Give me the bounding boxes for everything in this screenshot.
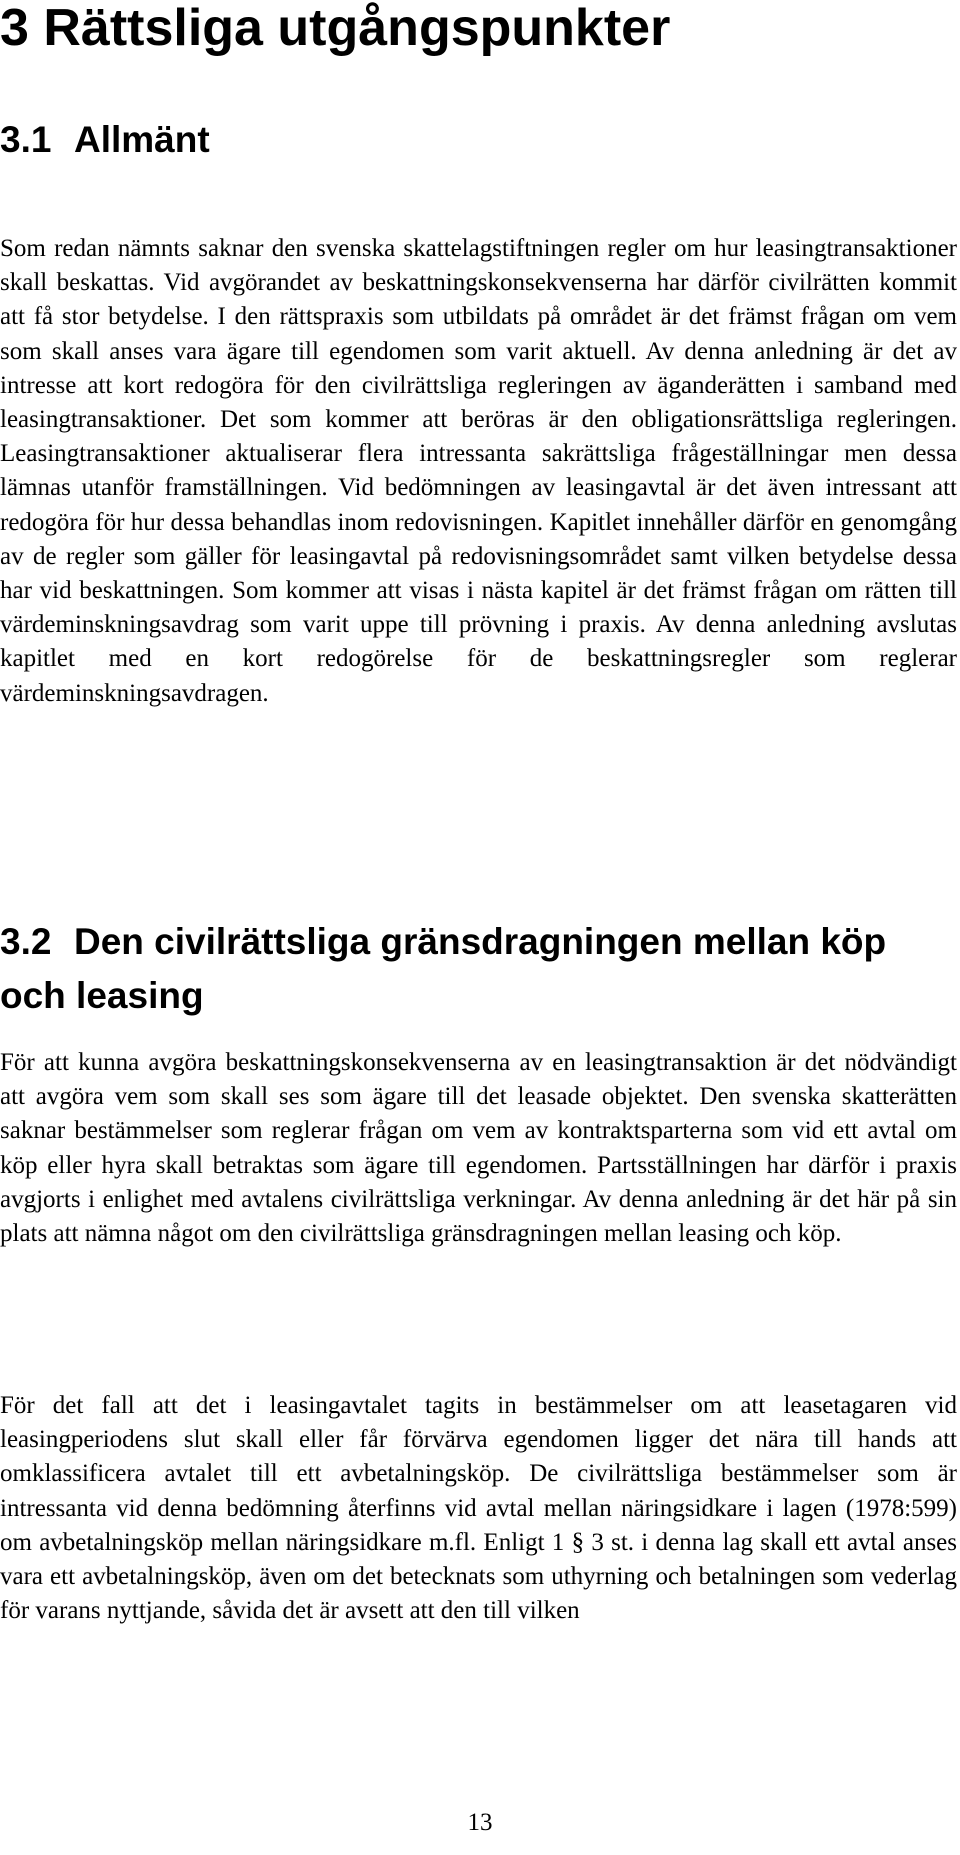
chapter-title: 3 Rättsliga utgångspunkter <box>0 0 671 57</box>
section-heading-allmant <box>0 113 210 167</box>
section-heading-gransdragning <box>0 915 950 1023</box>
page-number: 13 <box>467 1809 493 1836</box>
section-number: 3.2 <box>0 921 52 962</box>
section-title: Allmänt <box>74 119 210 160</box>
paragraph: Som redan nämnts saknar den svenska skattelagstiftningen regler om hur leasingtransaktioner skall beskattas. Vid avgörandet av beskattningskonsekvenserna har därför civilrätten kommit att få stor betydelse. I den rättspraxis som utbildats på området är det främst frågan om vem som skall anses vara ägare till egendomen som varit aktuell. Av denna anledning är det av intresse att kort redogöra för den civilrättsliga regleringen av äganderätten i samband med leasingtransaktioner. Det som kommer att beröras är den obligationsrättsliga regleringen. Leasingtransaktioner aktualiserar flera intressanta sakrättsliga frågeställningar men dessa lämnas utanför framställningen. Vid bedömningen av leasingavtal är det även intressant att redogöra för hur dessa behandlas inom redovisningen. Kapitlet innehåller därför en genomgång av de regler som gäller för leasingavtal på redovisningsområdet samt vilken betydelse dessa har vid beskattningen. Som kommer att visas i nästa kapitel är det främst frågan om rätten till värdeminskningsavdrag som varit uppe till prövning i praxis. Av denna anledning avslutas kapitlet med en kort redogörelse för de beskattningsregler som reglerar värdeminskningsavdragen. <box>0 235 957 707</box>
section-number: 3.1 <box>0 119 52 160</box>
section-title: Den civilrättsliga gränsdragningen mellan köp och leasing <box>0 921 887 1016</box>
paragraph: För det fall att det i leasingavtalet tagits in bestämmelser om att leasetagaren vid leasingperiodens slut skall eller får förvärva egendomen ligger det nära till hands att omklassificera avtalet till ett avbetalningsköp. De civilrättsliga bestämmelser som är intressanta vid denna bedömning återfinns vid avtal mellan näringsidkare i lagen (1978:599) om avbetalningsköp mellan näringsidkare m.fl. Enligt 1 § 3 st. i denna lag skall ett avtal anses vara ett avbetalningsköp, även om det betecknats som uthyrning och betalningen som vederlag för varans nyttjande, såvida det är avsett att den till vilken <box>0 1392 957 1625</box>
paragraph: För att kunna avgöra beskattningskonsekvenserna av en leasingtransaktion är det nödvändigt att avgöra vem som skall ses som ägare till det leasade objektet. Den svenska skatterätten saknar bestämmelser som reglerar frågan om vem av kontraktsparterna som vid ett avtal om köp eller hyra skall betraktas som ägare till egendomen. Partsställningen har därför i praxis avgjorts i enlighet med avtalens civilrättsliga verkningar. Av denna anledning är det här på sin plats att nämna något om den civilrättsliga gränsdragningen mellan leasing och köp. <box>0 1049 957 1248</box>
